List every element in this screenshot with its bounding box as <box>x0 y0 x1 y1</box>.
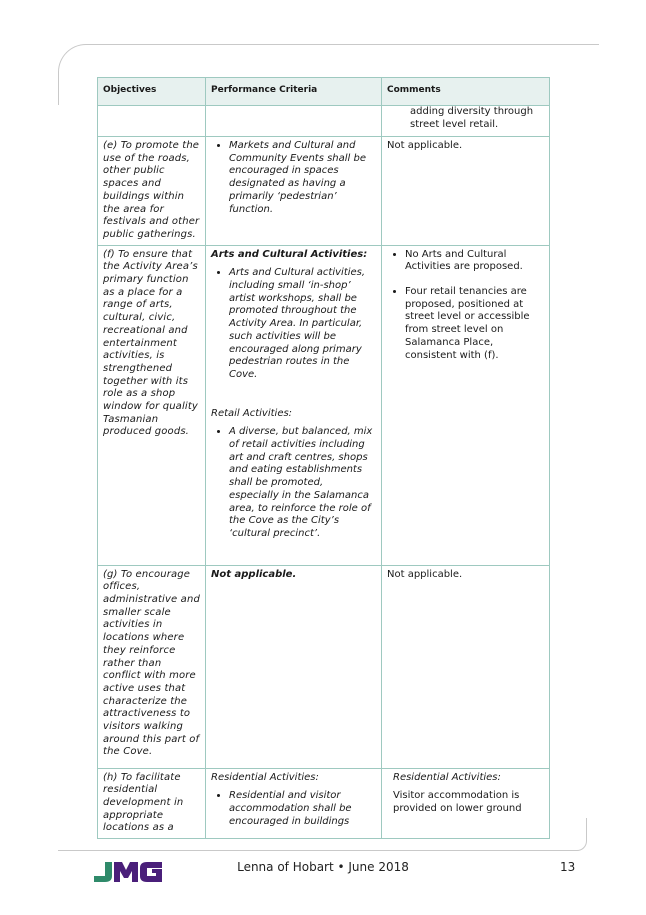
continued-criteria <box>206 106 382 137</box>
comment-h <box>382 768 550 839</box>
list-item: • Markets and Cultural and Community Events shall be encouraged in spaces designated as having a primarily ‘pedestrian’ function. <box>229 140 376 216</box>
list-item: • No Arts and Cultural Activities are proposed. <box>405 249 544 274</box>
table-row <box>98 768 550 839</box>
objective-g: (g) To encourage offices, administrative and smaller scale activities in locations where they reinforce rather than conflict with more active uses that characterize the attractiveness to visitors walking around this part of the Cove. <box>98 565 206 768</box>
list-item: • Residential and visitor accommodation shall be encouraged in buildings <box>229 790 376 828</box>
footer-title: Lenna of Hobart • June 2018 <box>237 860 409 874</box>
table-row <box>98 106 550 137</box>
continued-comment <box>382 106 550 137</box>
objective-f: (f) To ensure that the Activity Area’s primary function as a place for a range of arts, cultural, civic, recreational and entertainment activities, is strengthened together with its role as a shop window for quality Tasmanian produced goods. <box>98 245 206 565</box>
criteria-list <box>211 790 376 828</box>
criteria-h <box>206 768 382 839</box>
list-item: • A diverse, but balanced, mix of retail activities including art and craft centres, shops and eating establishments shall be promoted, especially in the Salamanca area, to reinforce the role of the Cove as the City’s ‘cultural precinct’. <box>229 426 376 540</box>
comment-e <box>382 137 550 246</box>
criteria-list <box>211 140 376 216</box>
criteria-list <box>211 267 376 381</box>
header-objectives: Objectives <box>98 78 206 106</box>
criteria-e <box>206 137 382 246</box>
comment-list <box>387 249 544 363</box>
performance-criteria-table <box>97 77 550 839</box>
list-item: • Four retail tenancies are proposed, positioned at street level or accessible from street level on Salamanca Place, consistent with (f). <box>405 286 544 362</box>
comment-f <box>382 245 550 565</box>
comment-g <box>382 565 550 768</box>
criteria-list <box>211 426 376 540</box>
objective-e: (e) To promote the use of the roads, other public spaces and buildings within the area for festivals and other public gatherings. <box>98 137 206 246</box>
header-comments: Comments <box>382 78 550 106</box>
table-header-row <box>98 78 550 106</box>
page-number: 13 <box>560 860 576 874</box>
comment-text: Not applicable. <box>387 568 463 580</box>
criteria-g <box>206 565 382 768</box>
objective-h: (h) To facilitate residential development in appropriate locations as a <box>98 768 206 839</box>
comment-text: Not applicable. <box>387 140 463 151</box>
header-performance-criteria: Performance Criteria <box>206 78 382 106</box>
criteria-text: Not applicable. <box>211 568 297 580</box>
table-row <box>98 137 550 246</box>
continued-objective <box>98 106 206 137</box>
comment-text: adding diversity through street level retail. <box>410 106 534 130</box>
comment-text: Visitor accommodation is provided on lower ground <box>393 790 522 815</box>
criteria-heading-retail: Retail Activities: <box>211 407 293 419</box>
table-row <box>98 565 550 768</box>
table-row <box>98 245 550 565</box>
comment-heading-residential: Residential Activities: <box>393 771 501 783</box>
list-item: • Arts and Cultural activities, including small ‘in-shop’ artist workshops, shall be promoted throughout the Activity Area. In particular, such activities will be encouraged along primary pedestrian routes in the Cove. <box>229 267 376 381</box>
criteria-f <box>206 245 382 565</box>
criteria-heading-residential: Residential Activities: <box>211 771 319 783</box>
criteria-heading-arts: Arts and Cultural Activities: <box>211 248 368 260</box>
